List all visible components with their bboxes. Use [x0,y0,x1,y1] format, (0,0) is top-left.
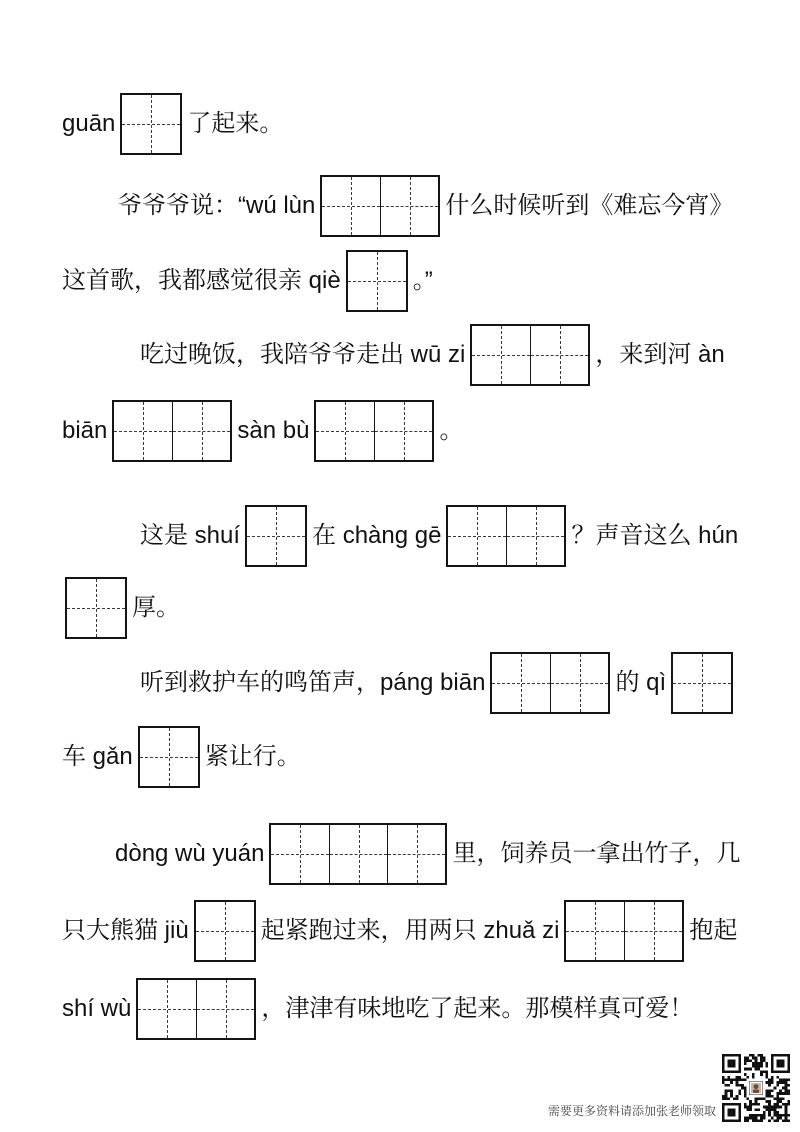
sentence-text: 车 gǎn [62,743,133,770]
sentence-text: 什么时候听到《难忘今宵》 [445,192,734,219]
sentence-line-1 [62,93,283,155]
answer-box-wu-zi [470,324,590,386]
answer-box-jiu [194,900,256,962]
box-cell [138,980,196,1038]
sentence-text: 吃过晚饭，我陪爷爷走出 wū zi [140,341,466,368]
answer-box-dong-wu-yuan [269,823,447,885]
box-cell [114,402,172,460]
sentence-line-9 [62,726,301,788]
sentence-text: biān [62,417,108,444]
box-cell [316,402,374,460]
answer-box-zhua-zi [564,900,684,962]
box-cell [387,825,445,883]
sentence-text: guān [62,110,116,137]
qr-finder-top-right [771,1054,790,1073]
answer-box-shi-wu [136,978,256,1040]
sentence-text: ？声音这么 hún [571,522,739,549]
box-cell [448,507,506,565]
sentence-line-8 [140,652,733,714]
sentence-text: 爷爷爷说：“wú lùn [118,192,316,219]
qr-finder-top-left [722,1054,741,1073]
qr-code [722,1054,790,1122]
sentence-text: ，来到河 àn [595,341,725,368]
sentence-line-10 [115,823,740,885]
box-cell [140,728,198,786]
answer-box-gan [138,726,200,788]
sentence-line-7 [65,577,180,639]
answer-box-wu-lun [320,175,440,237]
sentence-text: 抱起 [689,917,738,944]
sentence-text: 在 chàng gē [312,522,442,549]
box-cell [380,177,438,235]
sentence-text: 听到救护车的鸣笛声，páng biān [140,669,486,696]
box-cell [472,326,530,384]
qr-center-avatar [749,1081,763,1095]
sentence-text: 。 [439,417,464,444]
answer-box-pang-bian [490,652,610,714]
sentence-text: shí wù [62,995,132,1022]
sentence-text: 。” [412,267,433,294]
sentence-text: 只大熊猫 jiù [62,917,189,944]
box-cell [348,252,406,310]
sentence-text: 这是 shuí [140,522,241,549]
box-cell [196,980,254,1038]
answer-box-chang-ge [446,505,566,567]
box-cell [271,825,329,883]
sentence-text: 厚。 [132,594,180,621]
sentence-line-2 [118,175,733,237]
answer-box-an-bian [112,400,232,462]
box-cell [506,507,564,565]
sentence-line-12 [62,978,693,1040]
answer-box-san-bu [314,400,434,462]
sentence-line-6 [140,505,738,567]
answer-box-qi [671,652,733,714]
sentence-text: 紧让行。 [204,743,301,770]
box-cell [247,507,305,565]
answer-box-shui [245,505,307,567]
sentence-text: 的 qì [615,669,667,696]
box-cell [67,579,125,637]
sentence-text: 了起来。 [187,110,284,137]
sentence-text: sàn bù [237,417,310,444]
qr-finder-bottom-left [722,1103,741,1122]
box-cell [492,654,550,712]
answer-box-qie [346,250,408,312]
box-cell [530,326,588,384]
sentence-text: 里，饲养员一拿出竹子，几 [452,840,741,867]
answer-box-hun [65,577,127,639]
sentence-line-5 [62,400,463,462]
sentence-text: 起紧跑过来，用两只 zhuǎ zi [260,917,560,944]
sentence-line-11 [62,900,737,962]
box-cell [673,654,731,712]
box-cell [172,402,230,460]
sentence-text: dòng wù yuán [115,840,265,867]
sentence-text: ，津津有味地吃了起来。那模样真可爱！ [261,995,694,1022]
footer-notice: 需要更多资料请添加张老师领取 [548,1104,717,1118]
box-cell [566,902,624,960]
box-cell [122,95,180,153]
sentence-line-4 [140,324,725,386]
box-cell [329,825,387,883]
box-cell [550,654,608,712]
box-cell [624,902,682,960]
box-cell [322,177,380,235]
answer-box-guan [120,93,182,155]
box-cell [196,902,254,960]
sentence-line-3 [62,250,433,312]
sentence-text: 这首歌，我都感觉很亲 qiè [62,267,341,294]
box-cell [374,402,432,460]
